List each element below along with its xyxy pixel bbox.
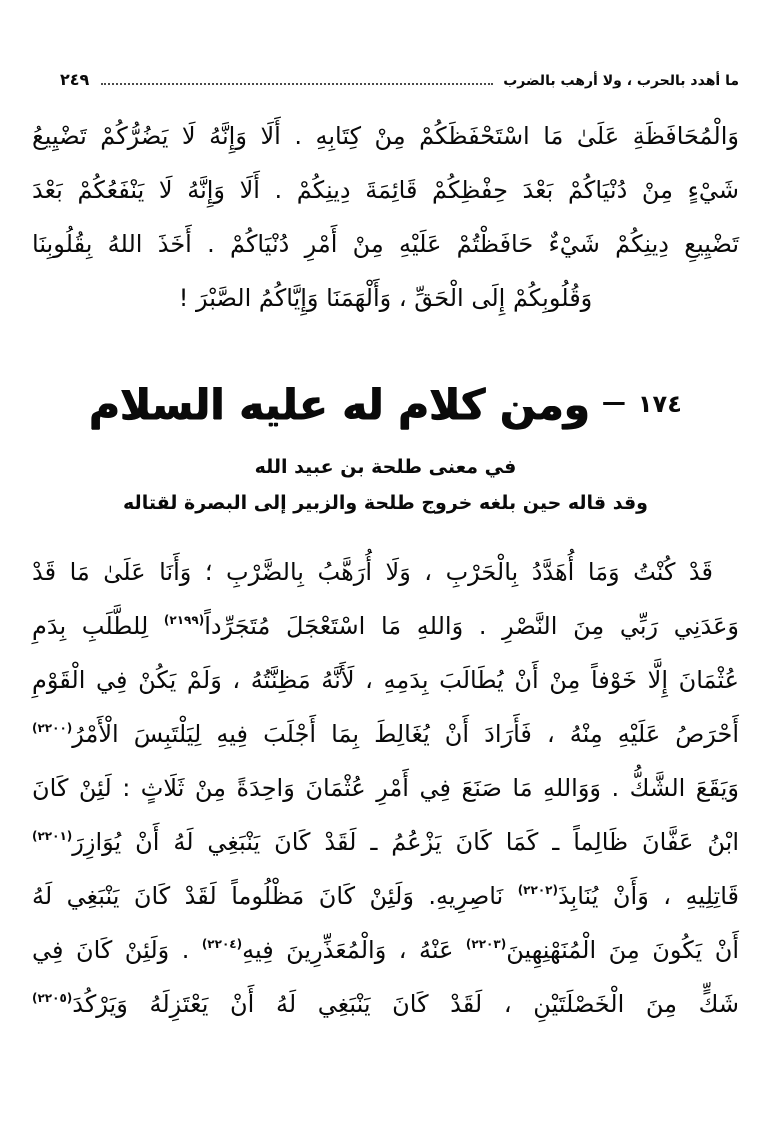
text-line: تَضْيِيعِ دِينِكُمْ شَيْءٌ حَافَظْتُمْ عَلَيْهِ مِنْ أَمْرِ دُنْيَاكُمْ . أَخَذَ اللهُ بِقُلُوبِنَا xyxy=(32,230,739,258)
sermon-body-paragraph xyxy=(32,545,739,1031)
footnote-ref: (٢٢٠٤) xyxy=(201,937,243,951)
running-header xyxy=(32,70,739,89)
text-line: أَنْ يَكُونَ مِنَ الْمُنَهْنِهِينَ$^{(٢٢٠٣)}$ عَنْهُ ، وَالْمُعَذِّرِينَ فِيهِ$^{(٢٢٠٤)}$ . وَلَئِنْ كَانَ فِي xyxy=(32,936,739,964)
text-line: قَدْ كُنْتُ وَمَا أُهَدَّدُ بِالْحَرْبِ ، وَلَا أُرَهَّبُ بِالضَّرْبِ ؛ وَأَنَا عَلَىٰ مَا قَدْ xyxy=(32,558,713,586)
page-number: ٢٤٩ xyxy=(60,70,90,89)
dotted-leader xyxy=(101,82,493,85)
text-line: عُثْمَانَ إِلَّا خَوْفاً مِنْ أَنْ يُطَالَبَ بِدَمِهِ ، لَأَنَّهُ مَظِنَّتُهُ ، وَلَمْ يَكُنْ فِي الْقَوْمِ xyxy=(32,666,739,694)
section-subtitle-2: وقد قاله حين بلغه خروج طلحة والزبير إلى البصرة لقتاله xyxy=(123,492,648,514)
footnote-ref: (٢١٩٩) xyxy=(163,613,205,627)
section-number: ١٧٤ xyxy=(637,390,682,418)
section-subtitle-1: في معنى طلحة بن عبيد الله xyxy=(254,456,517,478)
footnote-ref: (٢٢٠٥) xyxy=(32,991,73,1005)
footnote-ref: (٢٢٠٣) xyxy=(465,937,507,951)
footnote-ref: (٢٢٠١) xyxy=(32,829,73,843)
continuation-paragraph xyxy=(32,109,739,325)
text-line: وَيَقَعَ الشَّكُّ . وَوَاللهِ مَا صَنَعَ فِي أَمْرِ عُثْمَانَ وَاحِدَةً مِنْ ثَلَاثٍ : لَئِنْ كَانَ xyxy=(32,774,739,802)
text-line: وَعَدَنِي رَبِّي مِنَ النَّصْرِ . وَاللهِ مَا اسْتَعْجَلَ مُتَجَرِّداً$^{(٢١٩٩)}$ لِلطَّلَبِ بِدَمِ xyxy=(32,612,739,640)
ornamental-calligraphy: ومن كلام له عليه السلام xyxy=(89,379,590,429)
section-dash: — xyxy=(601,388,626,416)
text-line: شَكٍّ مِنَ الْخَصْلَتَيْنِ ، لَقَدْ كَانَ يَنْبَغِي لَهُ أَنْ يَعْتَزِلَهُ وَيَرْكُدَ$^{(٢٢٠٥)}$ xyxy=(32,990,739,1018)
text-line: وَقُلُوبِكُمْ إِلَى الْحَقِّ ، وَأَلْهَمَنَا وَإِيَّاكُمُ الصَّبْرَ ! xyxy=(178,284,593,312)
text-line: قَاتِلِيهِ ، وَأَنْ يُنَابِذَ$^{(٢٢٠٢)}$ نَاصِرِيهِ. وَلَئِنْ كَانَ مَظْلُوماً لَقَدْ كَانَ يَنْبَغِي لَهُ xyxy=(32,882,740,910)
text-line: شَيْءٍ مِنْ دُنْيَاكُمْ بَعْدَ حِفْظِكُمْ قَائِمَةَ دِينِكُمْ . أَلَا وَإِنَّهُ لَا يَنْفَعُكُمْ بَعْدَ xyxy=(32,176,739,204)
running-title: ما أهدد بالحرب ، ولا أرهب بالضرب xyxy=(503,73,739,89)
text-line: ابْنُ عَفَّانَ ظَالِماً ـ كَمَا كَانَ يَزْعُمُ ـ لَقَدْ كَانَ يَنْبَغِي لَهُ أَنْ يُوَازِرَ$^{(٢٢٠١)}$ xyxy=(32,828,739,856)
text-line: أَحْرَصُ عَلَيْهِ مِنْهُ ، فَأَرَادَ أَنْ يُغَالِطَ بِمَا أَجْلَبَ فِيهِ لِيَلْتَبِسَ الْأَمْرُ$^{(٢٢٠٠)}$ xyxy=(32,720,739,748)
section-heading xyxy=(32,371,739,437)
footnote-ref: (٢٢٠٠) xyxy=(32,721,73,735)
footnote-ref: (٢٢٠٢) xyxy=(517,883,558,897)
text-line: وَالْمُحَافَظَةِ عَلَىٰ مَا اسْتَحْفَظَكُمْ مِنْ كِتَابِهِ . أَلَا وَإِنَّهُ لَا يَضُرُّكُمْ تَضْيِيعُ xyxy=(32,122,739,150)
